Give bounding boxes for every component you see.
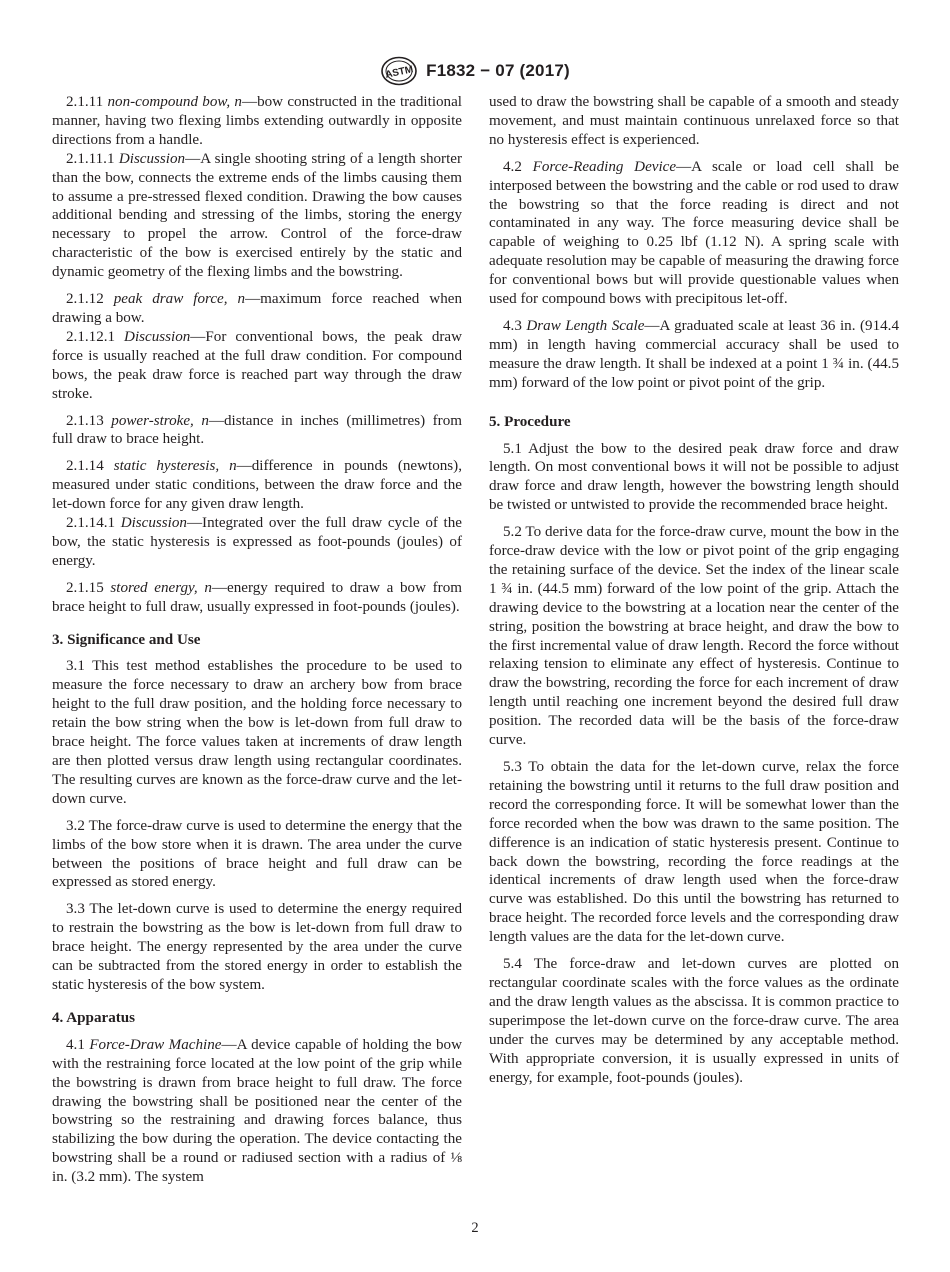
paragraph-2-1-15: 2.1.15 stored energy, n—energy required to draw a bow from brace height to full draw, usually expressed in foot-pounds (joules). bbox=[52, 579, 462, 615]
paragraph-2-1-11-1: 2.1.11.1 Discussion—A single shooting string of a length shorter than the bow, connects the extreme ends of the limbs causing them to assume a pre-stressed flexed condition. Drawing the bow causes additional bending and stressing of the limbs, storing the energy necessary to propel the arrow. Control of the force-draw characteristic of the bow is exercised entirely by the static and dynamic geometry of the flexing limbs and the bowstring. bbox=[52, 150, 462, 281]
section-5-heading: 5. Procedure bbox=[489, 413, 571, 430]
paragraph-2-1-12: 2.1.12 peak draw force, n—maximum force reached when drawing a bow. bbox=[52, 291, 463, 326]
paragraph-2-1-14: 2.1.14 static hysteresis, n—difference in pounds (newtons), measured under static conditions, between the draw force and the let-down force for any given draw length. bbox=[52, 458, 462, 513]
paragraph-3-2: 3.2 The force-draw curve is used to determine the energy that the limbs of the bow store when it is drawn. The area under the curve between the positions of brace height and full draw can be expressed as stored energy. bbox=[52, 817, 462, 891]
left-column bbox=[52, 93, 462, 1187]
page-header bbox=[0, 56, 950, 86]
paragraph-5-4: 5.4 The force-draw and let-down curves are plotted on rectangular coordinate scales with the force values as the ordinate and the draw length values as the abscissa. It is common practice to superimpose the let-down curve on the force-draw curve. The area under the curves may be determined by any acceptable method. With appropriate conversion, it is usually expressed in units of energy, for example, foot-pounds (joules). bbox=[489, 956, 899, 1086]
section-4-heading: 4. Apparatus bbox=[52, 1009, 136, 1026]
svg-text:ASTM: ASTM bbox=[384, 64, 415, 81]
astm-logo bbox=[380, 56, 418, 86]
paragraph-5-2: 5.2 To derive data for the force-draw curve, mount the bow in the force-draw device with the low or pivot point of the grip engaging the retaining surface of the device. Set the index of the linear scale 1 ¾ in. (44.5 mm) forward of the low point of the grip. Attach the drawing device to the bowstring at a location near the center of the string, position the bowstring at brace height, and draw the bow to the first incremental value of draw length. Record the force without relaxing tension to eliminate any effect of hysteresis. Continue to draw the bowstring, recording the force for each increment of draw length until reaching one increment beyond the desired full draw position. The recorded data will be the basis of the force-draw curve. bbox=[489, 524, 899, 749]
paragraph-5-1: 5.1 Adjust the bow to the desired peak draw force and draw length. On most conventional bows it will not be possible to adjust draw force and draw length, however the bowstring length should be twisted or untwisted to provide the recommended brace height. bbox=[489, 440, 899, 514]
paragraph-3-1: 3.1 This test method establishes the procedure to be used to measure the force necessary to draw an archery bow from brace height to the full draw position, and the holding force necessary to retain the bow string when the bow is let-down from full draw to brace height. The force values taken at increments of draw length are then plotted versus draw length using rectangular coordinates. The resulting curves are known as the force-draw curve and the let-down curve. bbox=[52, 658, 462, 807]
paragraph-4-2: 4.2 Force-Reading Device—A scale or load cell shall be interposed between the bowstring and the cable or rod used to draw the bowstring so that the force reading is direct and not contaminated in any way. The force measuring device shall be capable of weighing to 0.25 lbf (1.12 N). A spring scale with adequate resolution may be capable of measuring the drawing force for conventional bows but will provide questionable values when used for compound bows with precipitous let-off. bbox=[489, 158, 899, 308]
paragraph-4-1-continued: used to draw the bowstring shall be capable of a smooth and steady movement, and must maintain continuous unrelaxed force so that no hysteresis effect is experienced. bbox=[489, 94, 899, 148]
section-3-heading: 3. Significance and Use bbox=[52, 631, 201, 648]
right-column bbox=[489, 93, 899, 1087]
paragraph-4-3: 4.3 Draw Length Scale—A graduated scale at least 36 in. (914.4 mm) in length having commercial accuracy shall be used to measure the draw length. It shall be indexed at a point 1 ¾ in. (44.5 mm) forward of the low point or pivot point of the grip. bbox=[489, 317, 899, 391]
paragraph-2-1-12-1: 2.1.12.1 Discussion—For conventional bows, the peak draw force is usually reached at the full draw condition. For compound bows, the peak draw force is reached part way through the draw stroke. bbox=[52, 328, 462, 402]
paragraph-2-1-13: 2.1.13 power-stroke, n—distance in inches (millimetres) from full draw to brace height. bbox=[52, 412, 462, 448]
paragraph-4-1: 4.1 Force-Draw Machine—A device capable of holding the bow with the restraining force located at the low point of the grip while the bowstring is drawn from brace height to full draw. The force drawing the bowstring shall be positioned near the center of the bowstring so the restraining and drawing forces balance, thus stabilizing the bow during the operation. The device contacting the bowstring shall be a round or radiused section with a radius of ⅛ in. (3.2 mm). The system bbox=[52, 1036, 463, 1186]
paragraph-2-1-14-1: 2.1.14.1 Discussion—Integrated over the full draw cycle of the bow, the static hysteresis is expressed as foot-pounds (joules) of energy. bbox=[52, 515, 462, 569]
paragraph-5-3: 5.3 To obtain the data for the let-down curve, relax the force retaining the bowstring until it returns to the full draw position and record the corresponding force. It will be somewhat lower than the force recorded when the bow was drawn to the same position. The difference is an indication of static hysteresis present. Continue to back down the bowstring, recording the force readings at the identical increments of draw length used when the force-draw curve was established. Do this until the bowstring has returned to brace height. The recorded force levels and the corresponding draw length values are the data for the let-down curve. bbox=[489, 759, 899, 946]
standard-designation: F1832 − 07 (2017) bbox=[426, 61, 570, 80]
paragraph-2-1-11: 2.1.11 non-compound bow, n—bow constructed in the traditional manner, having two flexing limbs extending outwardly in opposite directions from a handle. bbox=[52, 94, 462, 148]
paragraph-3-3: 3.3 The let-down curve is used to determine the energy required to restrain the bowstring as the bow is let-down from full draw to brace height. The energy represented by the area under the curve can be subtracted from the stored energy in order to establish the static hysteresis of the bow system. bbox=[52, 901, 462, 993]
page-number: 2 bbox=[471, 1220, 479, 1236]
